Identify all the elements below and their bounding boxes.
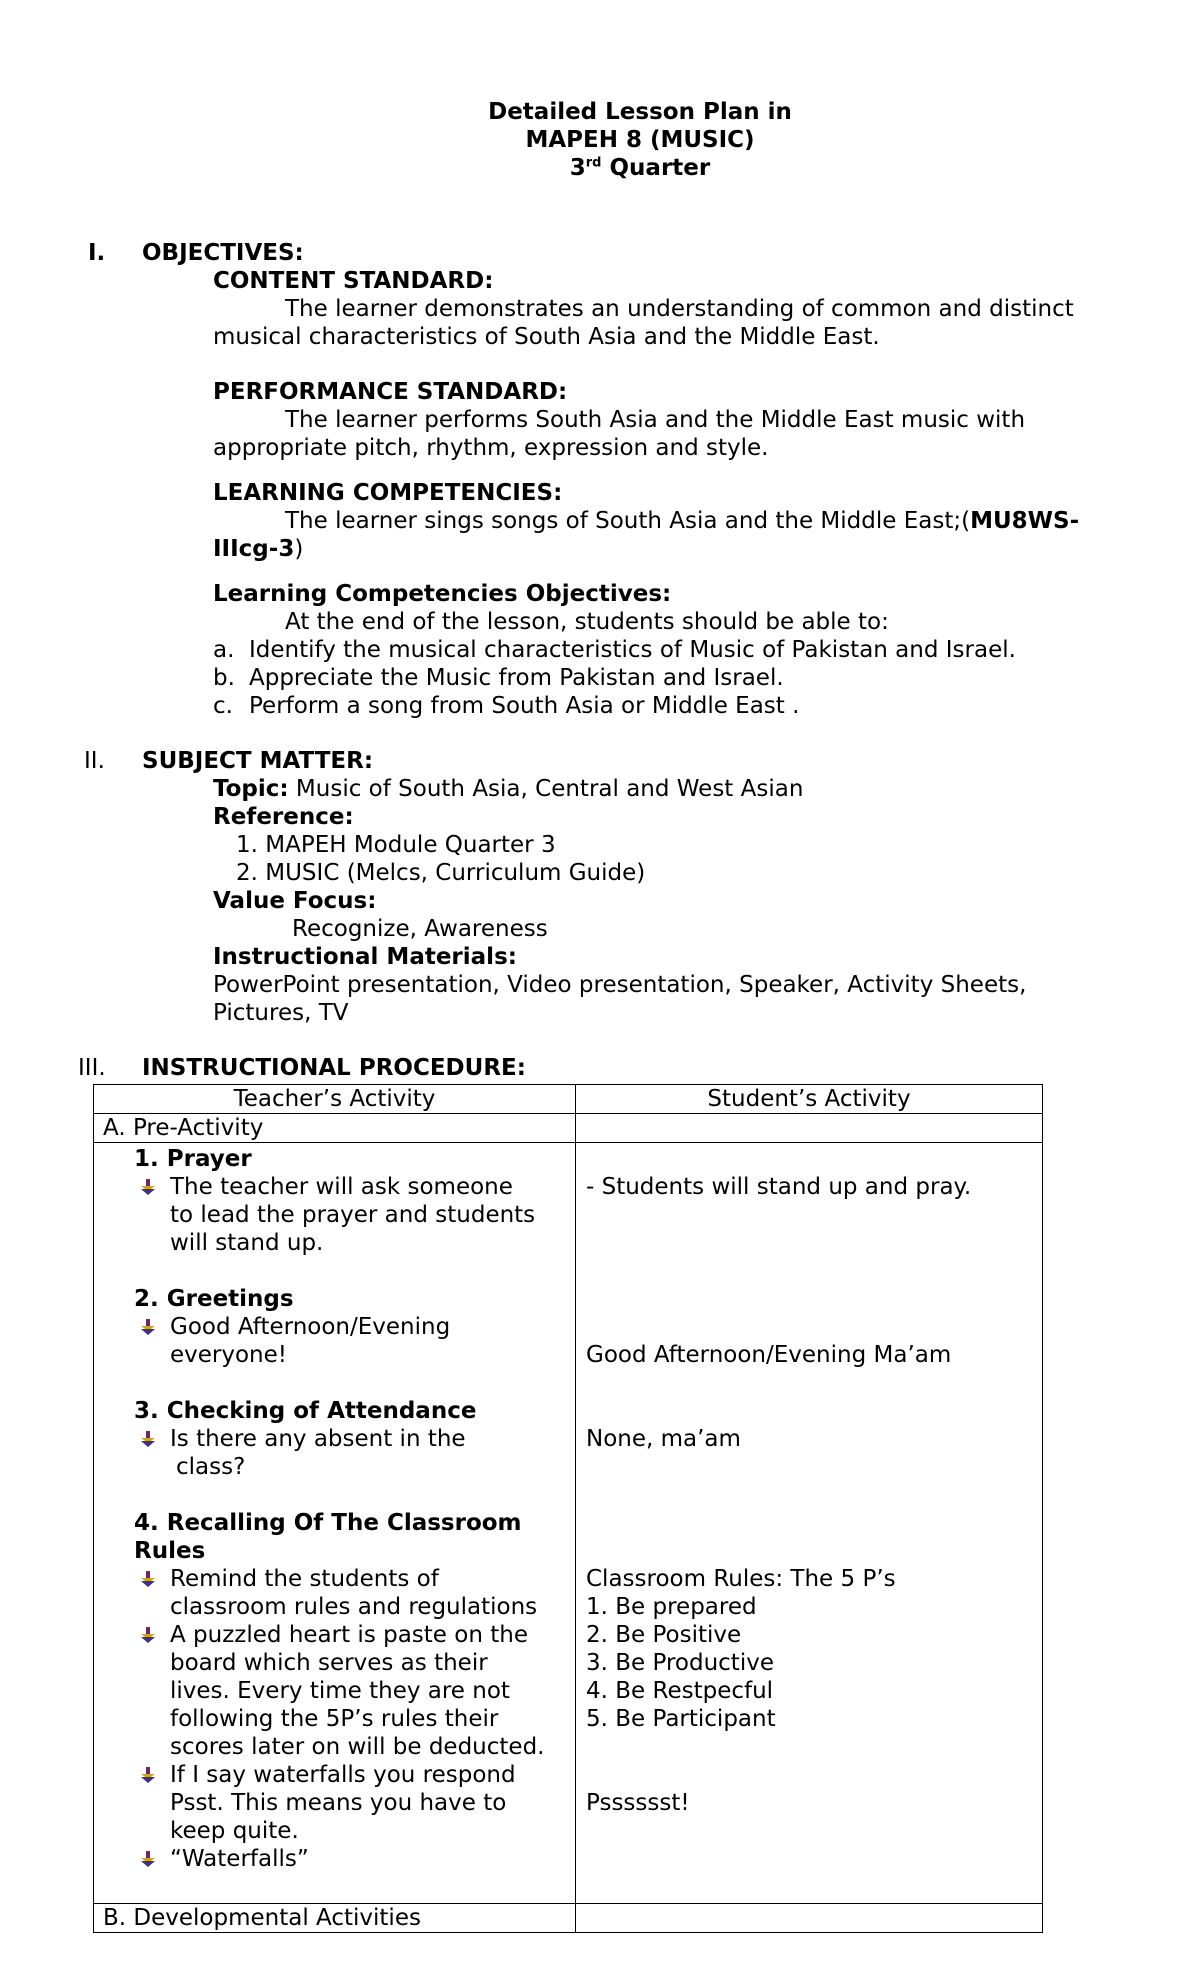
objectives-heading: OBJECTIVES: (142, 240, 304, 266)
content-standard-line2: musical characteristics of South Asia and the Middle East. (213, 324, 880, 350)
objective-text-a: Identify the musical characteristics of Music of Pakistan and Israel. (249, 637, 1016, 663)
value-focus-label: Value Focus: (213, 888, 377, 914)
objective-text-b: Appreciate the Music from Pakistan and Israel. (249, 665, 784, 691)
arrow-bullet-icon (140, 1427, 156, 1445)
arrow-bullet-icon (140, 1567, 156, 1585)
procedure-heading: INSTRUCTIONAL PROCEDURE: (142, 1055, 526, 1081)
learning-competencies-line1: The learner sings songs of South Asia and the Middle East;(MU8WS- (285, 508, 1080, 534)
student-activities-cell (576, 1143, 1043, 1904)
empty-student-cell (576, 1904, 1043, 1933)
learning-competencies-line2: IIIcg-3) (213, 536, 304, 562)
value-focus-text: Recognize, Awareness (292, 916, 548, 942)
greetings-title: 2. Greetings (134, 1286, 294, 1312)
title-line-2: MAPEH 8 (MUSIC) (525, 127, 755, 153)
activities-row (94, 1143, 1043, 1904)
rules-bullet-2-line-4: following the 5P’s rules their (170, 1706, 499, 1732)
rules-bullet-3-line-2: Psst. This means you have to (170, 1790, 507, 1816)
pre-activity-label: A. Pre-Activity (94, 1114, 576, 1143)
objective-text-c: Perform a song from South Asia or Middle East . (249, 693, 800, 719)
reference-item-1: 1. MAPEH Module Quarter 3 (236, 832, 556, 858)
student-rule-3: 3. Be Productive (586, 1650, 774, 1676)
objective-item-a: a. (213, 637, 235, 663)
greetings-line-2: everyone! (170, 1342, 287, 1368)
procedure-table (93, 1084, 1043, 1933)
title-quarter: 3rd Quarter (569, 155, 711, 181)
title-line-1: Detailed Lesson Plan in (488, 99, 792, 125)
attendance-line-2: class? (176, 1454, 246, 1480)
reference-label: Reference: (213, 804, 354, 830)
performance-standard-line1: The learner performs South Asia and the Middle East music with (285, 407, 1026, 433)
content-standard-label: CONTENT STANDARD: (213, 268, 494, 294)
content-standard-line1: The learner demonstrates an understanding of common and distinct (285, 296, 1074, 322)
section-numeral-2: II. (84, 748, 105, 774)
greetings-bullet: Good Afternoon/Evening (140, 1313, 450, 1341)
rules-bullet-2-line-3: lives. Every time they are not (170, 1678, 510, 1704)
student-rule-2: 2. Be Positive (586, 1622, 742, 1648)
student-rule-5: 5. Be Participant (586, 1706, 776, 1732)
learning-competencies-label: LEARNING COMPETENCIES: (213, 480, 563, 506)
reference-item-2: 2. MUSIC (Melcs, Curriculum Guide) (236, 860, 646, 886)
rules-bullet-1: Remind the students of (140, 1565, 439, 1593)
objective-item-c: c. (213, 693, 233, 719)
teacher-activities-cell (94, 1143, 576, 1904)
attendance-title: 3. Checking of Attendance (134, 1398, 477, 1424)
performance-standard-label: PERFORMANCE STANDARD: (213, 379, 568, 405)
teacher-column-header: Teacher’s Activity (94, 1085, 576, 1114)
prayer-title: 1. Prayer (134, 1146, 252, 1172)
materials-line2: Pictures, TV (213, 1000, 349, 1026)
prayer-bullet: The teacher will ask someone (140, 1173, 513, 1201)
student-rule-4: 4. Be Restpecful (586, 1678, 774, 1704)
student-rule-1: 1. Be prepared (586, 1594, 757, 1620)
rules-title-1: 4. Recalling Of The Classroom (134, 1510, 522, 1536)
rules-bullet-3-line-3: keep quite. (170, 1818, 299, 1844)
prayer-line-3: will stand up. (170, 1230, 324, 1256)
section-numeral-3: III. (78, 1055, 106, 1081)
rules-bullet-2: A puzzled heart is paste on the (140, 1621, 528, 1649)
rules-title-2: Rules (134, 1538, 206, 1564)
arrow-bullet-icon (140, 1623, 156, 1641)
developmental-label: B. Developmental Activities (94, 1904, 576, 1933)
topic-line: Topic: Music of South Asia, Central and West Asian (213, 776, 804, 802)
performance-standard-line2: appropriate pitch, rhythm, expression and style. (213, 435, 769, 461)
arrow-bullet-icon (140, 1175, 156, 1193)
student-greeting-response: Good Afternoon/Evening Ma’am (586, 1342, 952, 1368)
student-waterfalls-response: Psssssst! (586, 1790, 690, 1816)
lc-objectives-intro: At the end of the lesson, students should be able to: (285, 609, 889, 635)
student-attendance-response: None, ma’am (586, 1426, 741, 1452)
rules-bullet-2-line-5: scores later on will be deducted. (170, 1734, 545, 1760)
section-numeral-1: I. (88, 240, 106, 266)
arrow-bullet-icon (140, 1847, 156, 1865)
student-column-header: Student’s Activity (576, 1085, 1043, 1114)
lc-objectives-label: Learning Competencies Objectives: (213, 581, 672, 607)
rules-bullet-4: “Waterfalls” (140, 1845, 309, 1873)
materials-line1: PowerPoint presentation, Video presentation, Speaker, Activity Sheets, (213, 972, 1027, 998)
student-prayer-response: - Students will stand up and pray. (586, 1174, 972, 1200)
prayer-line-2: to lead the prayer and students (170, 1202, 536, 1228)
materials-label: Instructional Materials: (213, 944, 517, 970)
pre-activity-row (94, 1114, 1043, 1143)
objective-item-b: b. (213, 665, 235, 691)
attendance-bullet: Is there any absent in the (140, 1425, 466, 1453)
empty-student-cell (576, 1114, 1043, 1143)
arrow-bullet-icon (140, 1315, 156, 1333)
rules-bullet-3: If I say waterfalls you respond (140, 1761, 516, 1789)
student-rules-title: Classroom Rules: The 5 P’s (586, 1566, 896, 1592)
arrow-bullet-icon (140, 1763, 156, 1781)
developmental-row (94, 1904, 1043, 1933)
subject-matter-heading: SUBJECT MATTER: (142, 748, 374, 774)
rules-bullet-1-line-2: classroom rules and regulations (170, 1594, 538, 1620)
rules-bullet-2-line-2: board which serves as their (170, 1650, 488, 1676)
table-header-row (94, 1085, 1043, 1114)
